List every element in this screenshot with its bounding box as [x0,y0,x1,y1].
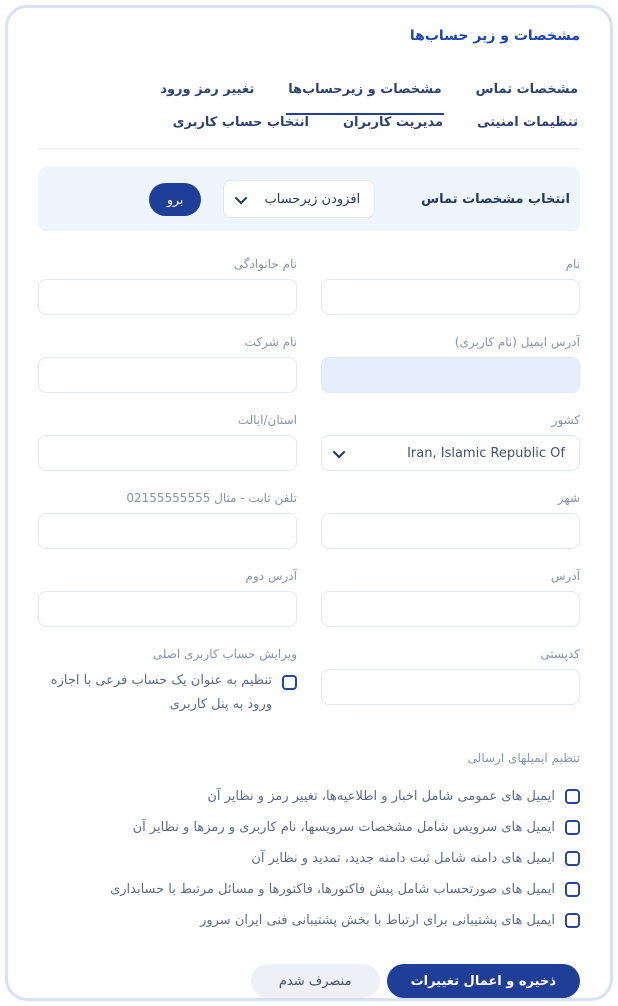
address-input[interactable] [321,591,580,627]
state-label: استان/ایالت [237,413,297,427]
country-select[interactable] [321,435,580,471]
email-pref-domain [38,843,580,874]
city-input[interactable] [321,513,580,549]
email-pref-service-checkbox[interactable] [565,820,580,835]
field-city [321,491,580,549]
save-button[interactable]: ذخیره و اعمال تغییرات [387,964,580,998]
subaccount-action-value: افزودن زیرحساب [264,191,361,207]
field-address [321,569,580,627]
chevron-down-icon [235,191,248,204]
field-country [321,413,580,471]
email-pref-support-label: ایمیل های پشتیبانی برای ارتباط با بخش پشتیبانی فنی ایران سرور [200,912,555,928]
profile-form [38,257,580,717]
contact-selector-label: انتخاب مشخصات تماس [421,191,570,207]
postal-code-label: کدپستی [540,647,580,661]
field-state [38,413,297,471]
field-last-name [38,257,297,315]
email-pref-billing-label: ایمیل های صورتحساب شامل پیش فاکتورها، فاکتورها و مسائل مرتبط با حسابداری [110,881,555,897]
email-prefs-section [38,751,580,936]
tab-select-account[interactable]: انتخاب حساب کاربری [172,115,309,130]
email-label: آدرس ایمیل (نام کاربری) [454,335,580,349]
country-label: کشور [551,413,580,427]
field-postal-code [321,647,580,717]
first-name-input[interactable] [321,279,580,315]
city-label: شهر [557,491,580,505]
postal-code-input[interactable] [321,669,580,705]
subaccount-checkbox-row [38,669,297,717]
subaccount-action-dropdown[interactable] [223,180,375,218]
settings-tabs [38,82,580,149]
account-settings-card [5,5,613,1001]
state-input[interactable] [38,435,297,471]
email-pref-service-label: ایمیل های سرویس شامل مشخصات سرویسها، نام کاربری و رمزها و نظایر آن [132,819,555,835]
subaccount-checkbox[interactable] [282,675,297,690]
email-pref-general [38,781,580,812]
field-address2 [38,569,297,627]
field-company [38,335,297,393]
email-pref-billing-checkbox[interactable] [565,882,580,897]
form-footer [38,964,580,998]
field-first-name [321,257,580,315]
country-select-value: Iran, Islamic Republic Of [407,445,565,461]
email-prefs-section-label: تنظیم ایمیلهای ارسالی [467,751,580,766]
email-input [321,357,580,393]
phone-input[interactable] [38,513,297,549]
email-pref-general-label: ایمیل های عمومی شامل اخبار و اطلاعیه‌ها، تغییر رمز و نظایر آن [207,788,555,804]
tab-user-management[interactable]: مدیریت کاربران [342,115,444,130]
tab-contact-details[interactable]: مشخصات تماس [475,82,578,97]
last-name-input[interactable] [38,279,297,315]
last-name-label: نام خانوادگی [233,257,297,271]
email-pref-support [38,905,580,936]
field-email [321,335,580,393]
email-pref-support-checkbox[interactable] [565,913,580,928]
address2-label: آدرس دوم [245,569,297,583]
edit-main-account-label: ویرایش حساب کاربری اصلی [152,647,297,661]
address2-input[interactable] [38,591,297,627]
page-title: مشخصات و زیر حساب‌ها [409,28,580,44]
first-name-label: نام [565,257,580,271]
email-pref-billing [38,874,580,905]
tab-profile-subaccounts[interactable]: مشخصات و زیرحساب‌ها [286,82,443,115]
phone-label: تلفن ثابت - مثال 02155555555 [126,491,297,505]
email-pref-general-checkbox[interactable] [565,789,580,804]
edit-main-account-block [38,647,297,717]
tab-change-password[interactable]: تغییر رمز ورود [160,82,255,97]
address-label: آدرس [550,569,580,583]
contact-selector-panel [38,167,580,231]
email-pref-domain-label: ایمیل های دامنه شامل ثبت دامنه جدید، تمدید و نظایر آن [251,850,555,866]
go-button[interactable]: برو [149,183,201,216]
email-pref-service [38,812,580,843]
email-pref-domain-checkbox[interactable] [565,851,580,866]
cancel-button[interactable]: منصرف شدم [251,964,380,998]
company-label: نام شرکت [244,335,297,349]
company-input[interactable] [38,357,297,393]
tab-security-settings[interactable]: تنظیمات امنیتی [477,115,578,130]
subaccount-checkbox-label: تنظیم به عنوان یک حساب فرعی با اجازه ورود به پنل کاربری [50,673,272,713]
chevron-down-icon [333,445,346,458]
field-phone [38,491,297,549]
